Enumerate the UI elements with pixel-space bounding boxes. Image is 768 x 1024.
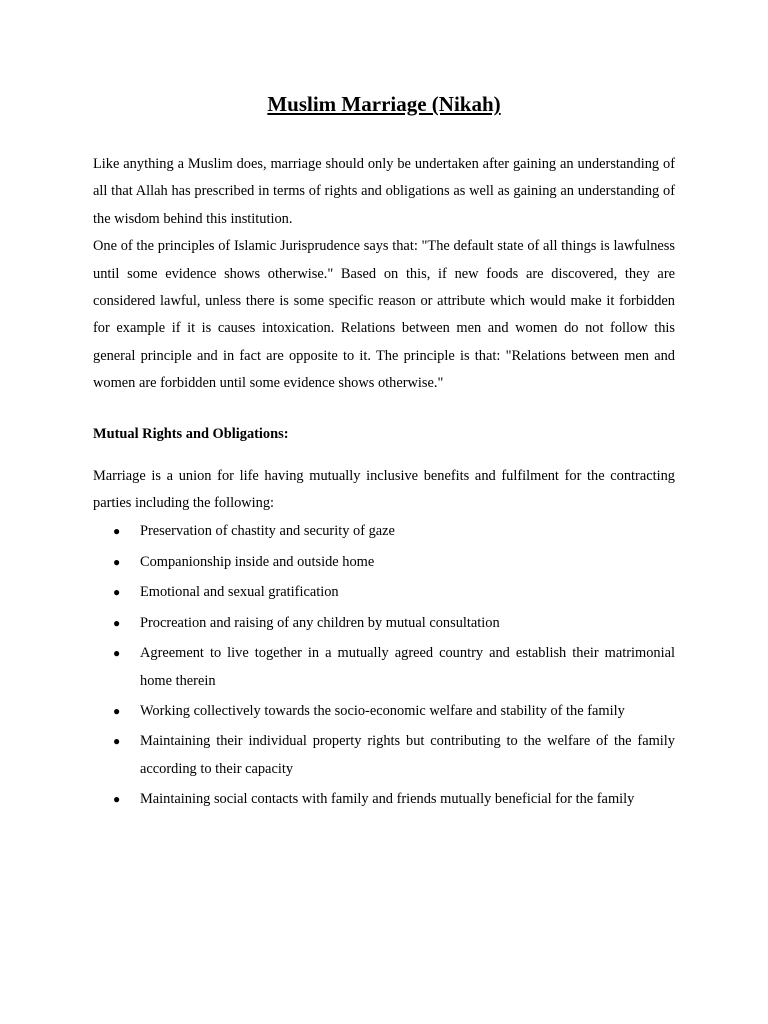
- list-item-text: Agreement to live together in a mutually agreed country and establish their matrimonial home therein: [140, 645, 675, 689]
- list-item-text: Maintaining their individual property rights but contributing to the welfare of the family according to their capacity: [140, 733, 675, 777]
- bullet-icon: ●: [113, 615, 121, 630]
- bullet-icon: ●: [113, 585, 121, 600]
- list-item: [93, 549, 675, 576]
- list-item: [93, 610, 675, 637]
- bullet-icon: ●: [113, 524, 121, 539]
- bullet-icon: ●: [113, 554, 121, 569]
- list-item-text: Emotional and sexual gratification: [140, 584, 339, 601]
- list-item: [93, 698, 675, 725]
- section-paragraph: Marriage is a union for life having mutually inclusive benefits and fulfilment for the contracting parties including the following:: [93, 467, 675, 512]
- list-item-text: Preservation of chastity and security of gaze: [140, 523, 395, 540]
- list-item: [93, 640, 675, 695]
- list-item-text: Maintaining social contacts with family and friends mutually beneficial for the family: [140, 791, 635, 808]
- list-item: [93, 786, 675, 813]
- bullet-icon: ●: [113, 703, 121, 718]
- bullet-icon: ●: [113, 734, 121, 749]
- list-item: [93, 728, 675, 783]
- document-page: [93, 90, 675, 814]
- bullet-icon: ●: [113, 646, 121, 661]
- list-item-text: Procreation and raising of any children by mutual consultation: [140, 614, 500, 631]
- bullet-icon: ●: [113, 792, 121, 807]
- intro-paragraph: Like anything a Muslim does, marriage should only be undertaken after gaining an understanding of all that Allah has prescribed in terms of rights and obligations as well as gaining an understanding of the wisdom behind this institution.: [93, 156, 675, 227]
- section-heading: Mutual Rights and Obligations:: [93, 425, 289, 442]
- list-item: [93, 518, 675, 545]
- list-item-text: Companionship inside and outside home: [140, 553, 375, 570]
- document-title: Muslim Marriage (Nikah): [267, 92, 501, 116]
- list-item: [93, 579, 675, 606]
- principle-paragraph: One of the principles of Islamic Jurisprudence says that: "The default state of all things is lawfulness until some evidence shows otherwise." Based on this, if new foods are discovered, they are considered lawful, unless there is some specific reason or attribute which would make it forbidden for example if it is causes intoxication. Relations between men and women do not follow this general principle and in fact are opposite to it. The principle is that: "Relations between men and women are forbidden until some evidence shows otherwise.": [93, 238, 675, 392]
- benefits-list: [93, 518, 675, 813]
- list-item-text: Working collectively towards the socio-economic welfare and stability of the family: [140, 702, 625, 719]
